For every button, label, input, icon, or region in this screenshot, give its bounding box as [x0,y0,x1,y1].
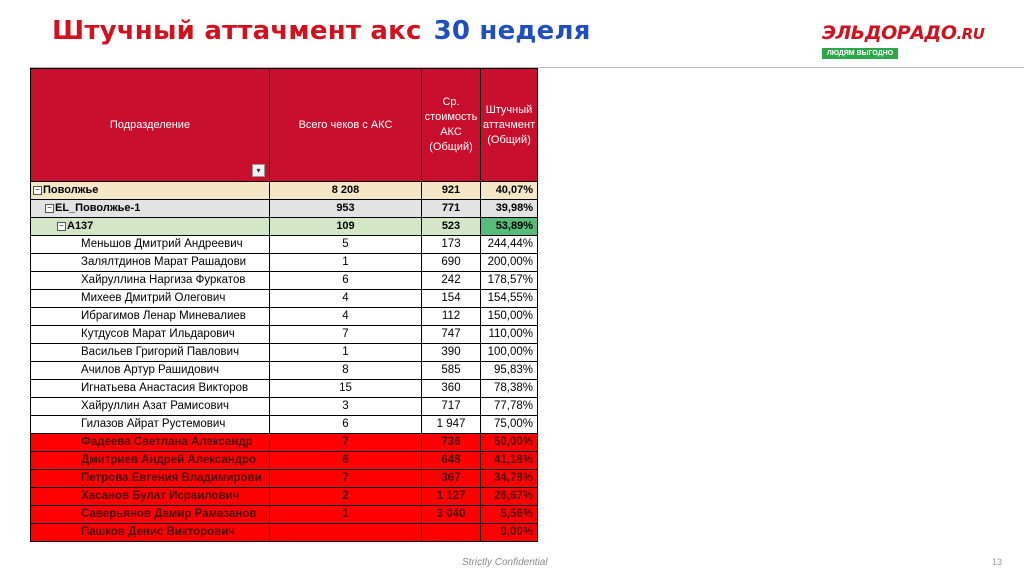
attachment-value: 50,00% [481,434,538,452]
avg-cost: 367 [422,470,481,488]
group-checks: 8 208 [270,182,422,200]
checks-count: 6 [270,272,422,290]
checks-count: 7 [270,326,422,344]
filter-dropdown-icon[interactable]: ▾ [252,164,265,177]
confidential-footer: Strictly Confidential [462,557,548,568]
employee-name: Фадеева Светлана Александр [31,434,270,452]
employee-name: Пашков Денис Викторович [31,524,270,542]
group-attach: 39,98% [481,200,538,218]
employee-name: Игнатьева Анастасия Викторов [31,380,270,398]
avg-cost: 112 [422,308,481,326]
checks-count: 4 [270,290,422,308]
collapse-icon[interactable]: − [33,186,42,195]
group-attach: 53,89% [481,218,538,236]
avg-cost: 360 [422,380,481,398]
group-checks: 953 [270,200,422,218]
avg-cost: 736 [422,434,481,452]
group-name: EL_Поволжье-1 [55,202,141,214]
attachment-value: 178,57% [481,272,538,290]
checks-count: 4 [270,308,422,326]
table-row[interactable] [31,308,538,326]
attachment-table [30,68,538,542]
avg-cost: 690 [422,254,481,272]
attachment-value: 244,44% [481,236,538,254]
employee-name: Хасанов Булат Исраилович [31,488,270,506]
employee-name: Хайруллин Азат Рамисович [31,398,270,416]
checks-count: 2 [270,488,422,506]
slide-title [52,16,591,46]
employee-name: Гилазов Айрат Рустемович [31,416,270,434]
group-avg: 921 [422,182,481,200]
group-row-store[interactable] [31,218,538,236]
page-number: 13 [992,557,1003,567]
avg-cost: 717 [422,398,481,416]
attachment-value: 150,00% [481,308,538,326]
table-header-row [31,69,538,182]
attachment-value: 41,18% [481,452,538,470]
attachment-value: 0,00% [481,524,538,542]
avg-cost: 1 947 [422,416,481,434]
attachment-value: 5,56% [481,506,538,524]
attachment-value: 75,00% [481,416,538,434]
attachment-value: 95,83% [481,362,538,380]
checks-count: 6 [270,452,422,470]
avg-cost: 585 [422,362,481,380]
attachment-value: 34,78% [481,470,538,488]
logo-wordmark: ЭЛЬДОРАДО.RU [822,22,985,44]
checks-count: 7 [270,434,422,452]
table-row-below-target[interactable] [31,488,538,506]
table-row[interactable] [31,362,538,380]
table-row[interactable] [31,236,538,254]
attachment-value: 77,78% [481,398,538,416]
employee-name: Михеев Дмитрий Олегович [31,290,270,308]
avg-cost: 1 127 [422,488,481,506]
employee-name: Ибрагимов Ленар Миневалиев [31,308,270,326]
attachment-value: 200,00% [481,254,538,272]
table-row[interactable] [31,326,538,344]
header-avg-cost: Ср. стоимость АКС (Общий) [422,69,481,182]
table-row-below-target[interactable] [31,452,538,470]
group-attach: 40,07% [481,182,538,200]
checks-count: 6 [270,416,422,434]
table-row[interactable] [31,254,538,272]
employee-name: Хайруллина Наргиза Фуркатов [31,272,270,290]
checks-count: 8 [270,362,422,380]
table-row-below-target[interactable] [31,434,538,452]
avg-cost: 3 040 [422,506,481,524]
employee-name: Саверьянов Дамир Рамазанов [31,506,270,524]
collapse-icon[interactable]: − [57,222,66,231]
collapse-icon[interactable]: − [45,204,54,213]
group-name: A137 [67,220,94,232]
avg-cost: 747 [422,326,481,344]
avg-cost: 173 [422,236,481,254]
logo-tagline: ЛЮДЯМ ВЫГОДНО [822,48,898,59]
table-row[interactable] [31,344,538,362]
attachment-value: 26,67% [481,488,538,506]
group-row-region[interactable] [31,182,538,200]
table-row-below-target[interactable] [31,470,538,488]
avg-cost: 390 [422,344,481,362]
checks-count: 1 [270,254,422,272]
slide-title-week: 30 неделя [433,16,591,46]
checks-count: 15 [270,380,422,398]
avg-cost: 242 [422,272,481,290]
employee-name: Залялтдинов Марат Рашадови [31,254,270,272]
table-row-below-target[interactable] [31,524,538,542]
checks-count: 7 [270,470,422,488]
employee-name: Васильев Григорий Павлович [31,344,270,362]
attachment-value: 78,38% [481,380,538,398]
table-row[interactable] [31,398,538,416]
table-row[interactable] [31,272,538,290]
employee-name: Меньшов Дмитрий Андреевич [31,236,270,254]
employee-name: Кутдусов Марат Ильдарович [31,326,270,344]
header-division: Подразделение ▾ [31,69,270,182]
header-attachment: Штучный аттачмент (Общий) [481,69,538,182]
group-avg: 771 [422,200,481,218]
attachment-value: 100,00% [481,344,538,362]
avg-cost: 648 [422,452,481,470]
checks-count: 3 [270,398,422,416]
employee-name: Дмитриев Андрей Александро [31,452,270,470]
checks-count: 1 [270,344,422,362]
checks-count: 1 [270,506,422,524]
attachment-value: 110,00% [481,326,538,344]
group-avg: 523 [422,218,481,236]
checks-count [270,524,422,542]
attachment-value: 154,55% [481,290,538,308]
header-total-checks: Всего чеков с АКС [270,69,422,182]
table-row[interactable] [31,290,538,308]
checks-count: 5 [270,236,422,254]
group-checks: 109 [270,218,422,236]
avg-cost [422,524,481,542]
table-row[interactable] [31,380,538,398]
employee-name: Петрова Евгения Владимирови [31,470,270,488]
table-row[interactable] [31,416,538,434]
employee-name: Ачилов Артур Рашидович [31,362,270,380]
avg-cost: 154 [422,290,481,308]
slide-title-main: Штучный аттачмент акс [52,16,422,46]
eldorado-logo [822,22,985,62]
group-row-branch[interactable] [31,200,538,218]
table-row-below-target[interactable] [31,506,538,524]
group-name: Поволжье [43,184,99,196]
